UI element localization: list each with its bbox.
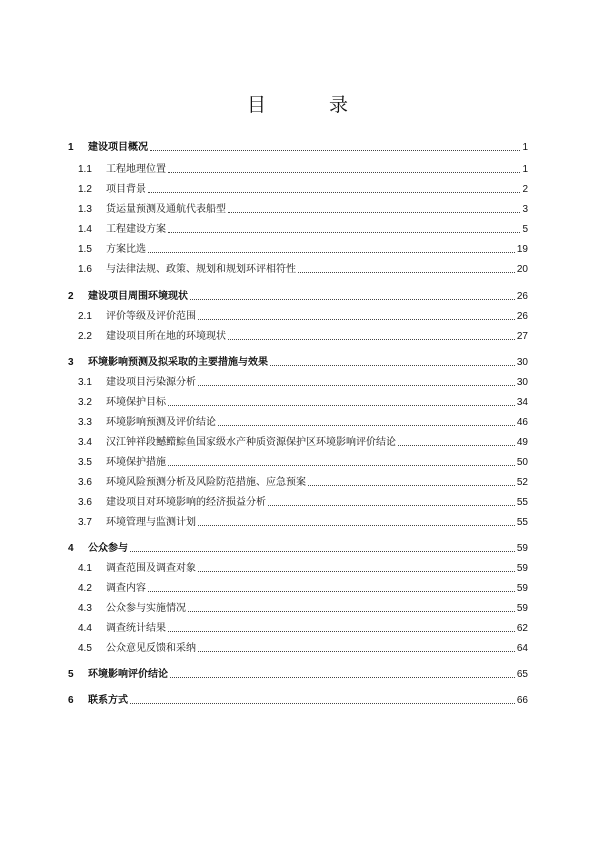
toc-entry-page: 64 <box>516 643 528 654</box>
toc-entry-page: 55 <box>516 497 528 508</box>
toc-entry-page: 19 <box>516 244 528 255</box>
toc-chapter-entry[interactable] <box>68 140 528 154</box>
toc-leader-dots <box>168 231 520 233</box>
toc-entry-number: 3.6 <box>78 497 92 508</box>
toc-section-entry[interactable] <box>68 202 528 216</box>
toc-entry-page: 26 <box>516 291 528 302</box>
toc-section-entry[interactable] <box>68 435 528 449</box>
toc-section-entry[interactable] <box>68 182 528 196</box>
toc-entry-page: 49 <box>516 437 528 448</box>
toc-entry-title: 公众参与实施情况 <box>106 603 186 614</box>
toc-entry-number: 3.7 <box>78 517 92 528</box>
toc-leader-dots <box>268 504 515 506</box>
toc-section-entry[interactable] <box>68 262 528 276</box>
toc-leader-dots <box>308 484 515 486</box>
toc-section-entry[interactable] <box>68 515 528 529</box>
toc-leader-dots <box>150 149 520 151</box>
toc-entry-number: 2.2 <box>78 331 92 342</box>
toc-entry-page: 34 <box>516 397 528 408</box>
toc-entry-title: 评价等级及评价范围 <box>106 311 196 322</box>
toc-section-entry[interactable] <box>68 455 528 469</box>
toc-entry-number: 1.2 <box>78 184 92 195</box>
toc-entry-number: 4.3 <box>78 603 92 614</box>
toc-entry-title: 环境风险预测分析及风险防范措施、应急预案 <box>106 477 306 488</box>
toc-entry-page: 1 <box>522 142 528 153</box>
toc-entry-title: 货运量预测及通航代表船型 <box>106 204 226 215</box>
toc-entry-title: 联系方式 <box>88 695 128 706</box>
toc-leader-dots <box>228 338 515 340</box>
toc-entry-title: 工程建设方案 <box>106 224 166 235</box>
toc-entry-title: 公众参与 <box>88 543 128 554</box>
toc-entry-number: 6 <box>68 695 74 706</box>
toc-section-entry[interactable] <box>68 641 528 655</box>
toc-leader-dots <box>168 464 515 466</box>
toc-entry-title: 环境保护措施 <box>106 457 166 468</box>
toc-entry-page: 59 <box>516 603 528 614</box>
toc-entry-number: 4.5 <box>78 643 92 654</box>
toc-chapter-entry[interactable] <box>68 289 528 303</box>
toc-leader-dots <box>148 191 520 193</box>
toc-leader-dots <box>198 318 515 320</box>
toc-section-entry[interactable] <box>68 621 528 635</box>
toc-entry-title: 建设项目污染源分析 <box>106 377 196 388</box>
toc-leader-dots <box>198 384 515 386</box>
toc-entry-number: 4.2 <box>78 583 92 594</box>
toc-chapter-entry[interactable] <box>68 541 528 555</box>
toc-entry-page: 26 <box>516 311 528 322</box>
toc-entry-title: 与法律法规、政策、规划和规划环评相符性 <box>106 264 296 275</box>
toc-leader-dots <box>130 550 515 552</box>
toc-entry-page: 46 <box>516 417 528 428</box>
toc-leader-dots <box>228 211 520 213</box>
toc-entry-page: 1 <box>522 164 528 175</box>
toc-entry-number: 3.4 <box>78 437 92 448</box>
toc-section-entry[interactable] <box>68 495 528 509</box>
toc-leader-dots <box>148 590 515 592</box>
toc-entry-title: 环境保护目标 <box>106 397 166 408</box>
toc-entry-number: 3.6 <box>78 477 92 488</box>
toc-entry-number: 2 <box>68 291 74 302</box>
toc-leader-dots <box>398 444 515 446</box>
toc-entry-title: 调查范围及调查对象 <box>106 563 196 574</box>
toc-entry-number: 1 <box>68 142 74 153</box>
toc-entry-number: 3.3 <box>78 417 92 428</box>
toc-entry-number: 3.5 <box>78 457 92 468</box>
toc-entry-page: 66 <box>516 695 528 706</box>
toc-leader-dots <box>168 171 520 173</box>
toc-entry-number: 4 <box>68 543 74 554</box>
toc-entry-number: 4.1 <box>78 563 92 574</box>
toc-chapter-entry[interactable] <box>68 667 528 681</box>
toc-leader-dots <box>298 271 515 273</box>
toc-entry-number: 3.2 <box>78 397 92 408</box>
toc-entry-page: 20 <box>516 264 528 275</box>
toc-entry-page: 59 <box>516 583 528 594</box>
toc-entry-title: 环境影响预测及拟采取的主要措施与效果 <box>88 357 268 368</box>
toc-entry-number: 4.4 <box>78 623 92 634</box>
toc-entry-number: 2.1 <box>78 311 92 322</box>
toc-leader-dots <box>148 251 515 253</box>
toc-chapter-entry[interactable] <box>68 355 528 369</box>
toc-entry-page: 30 <box>516 377 528 388</box>
toc-leader-dots <box>198 524 515 526</box>
toc-section-entry[interactable] <box>68 242 528 256</box>
toc-section-entry[interactable] <box>68 415 528 429</box>
toc-section-entry[interactable] <box>68 329 528 343</box>
toc-chapter-entry[interactable] <box>68 693 528 707</box>
toc-entry-title: 公众意见反馈和采纳 <box>106 643 196 654</box>
toc-entry-page: 65 <box>516 669 528 680</box>
toc-section-entry[interactable] <box>68 601 528 615</box>
toc-entry-number: 5 <box>68 669 74 680</box>
toc-entry-title: 汉江钟祥段鳡鳤鯮鱼国家级水产种质资源保护区环境影响评价结论 <box>106 437 396 448</box>
toc-entry-page: 59 <box>516 563 528 574</box>
toc-section-entry[interactable] <box>68 309 528 323</box>
toc-leader-dots <box>270 364 515 366</box>
toc-entry-page: 27 <box>516 331 528 342</box>
toc-entry-title: 环境影响评价结论 <box>88 669 168 680</box>
toc-section-entry[interactable] <box>68 475 528 489</box>
toc-leader-dots <box>198 650 515 652</box>
page-title: 目 录 <box>246 94 370 116</box>
toc-entry-page: 59 <box>516 543 528 554</box>
toc-entry-title: 调查统计结果 <box>106 623 166 634</box>
toc-entry-title: 建设项目概况 <box>88 142 148 153</box>
toc-entry-title: 建设项目周围环境现状 <box>88 291 188 302</box>
toc-entry-page: 62 <box>516 623 528 634</box>
toc-leader-dots <box>218 424 515 426</box>
toc-entry-number: 1.1 <box>78 164 92 175</box>
toc-section-entry[interactable] <box>68 561 528 575</box>
toc-entry-number: 1.5 <box>78 244 92 255</box>
toc-entry-number: 1.4 <box>78 224 92 235</box>
toc-leader-dots <box>170 676 515 678</box>
toc-entry-title: 建设项目对环境影响的经济损益分析 <box>106 497 266 508</box>
toc-leader-dots <box>190 298 515 300</box>
toc-section-entry[interactable] <box>68 395 528 409</box>
toc-section-entry[interactable] <box>68 375 528 389</box>
toc-entry-title: 工程地理位置 <box>106 164 166 175</box>
toc-entry-title: 环境影响预测及评价结论 <box>106 417 216 428</box>
toc-leader-dots <box>130 702 515 704</box>
toc-leader-dots <box>168 404 515 406</box>
toc-leader-dots <box>188 610 515 612</box>
toc-leader-dots <box>198 570 515 572</box>
toc-section-entry[interactable] <box>68 222 528 236</box>
toc-entry-page: 55 <box>516 517 528 528</box>
toc-entry-page: 5 <box>522 224 528 235</box>
toc-entry-number: 1.6 <box>78 264 92 275</box>
toc-entry-page: 2 <box>522 184 528 195</box>
toc-entry-number: 1.3 <box>78 204 92 215</box>
toc-section-entry[interactable] <box>68 581 528 595</box>
toc-entry-page: 52 <box>516 477 528 488</box>
toc-leader-dots <box>168 630 515 632</box>
toc-entry-title: 调查内容 <box>106 583 146 594</box>
toc-entry-page: 50 <box>516 457 528 468</box>
toc-entry-title: 项目背景 <box>106 184 146 195</box>
toc-entry-number: 3.1 <box>78 377 92 388</box>
toc-entry-title: 方案比选 <box>106 244 146 255</box>
toc-entry-number: 3 <box>68 357 74 368</box>
toc-entry-page: 3 <box>522 204 528 215</box>
toc-entry-page: 30 <box>516 357 528 368</box>
toc-entry-title: 建设项目所在地的环境现状 <box>106 331 226 342</box>
toc-entry-title: 环境管理与监测计划 <box>106 517 196 528</box>
toc-section-entry[interactable] <box>68 162 528 176</box>
